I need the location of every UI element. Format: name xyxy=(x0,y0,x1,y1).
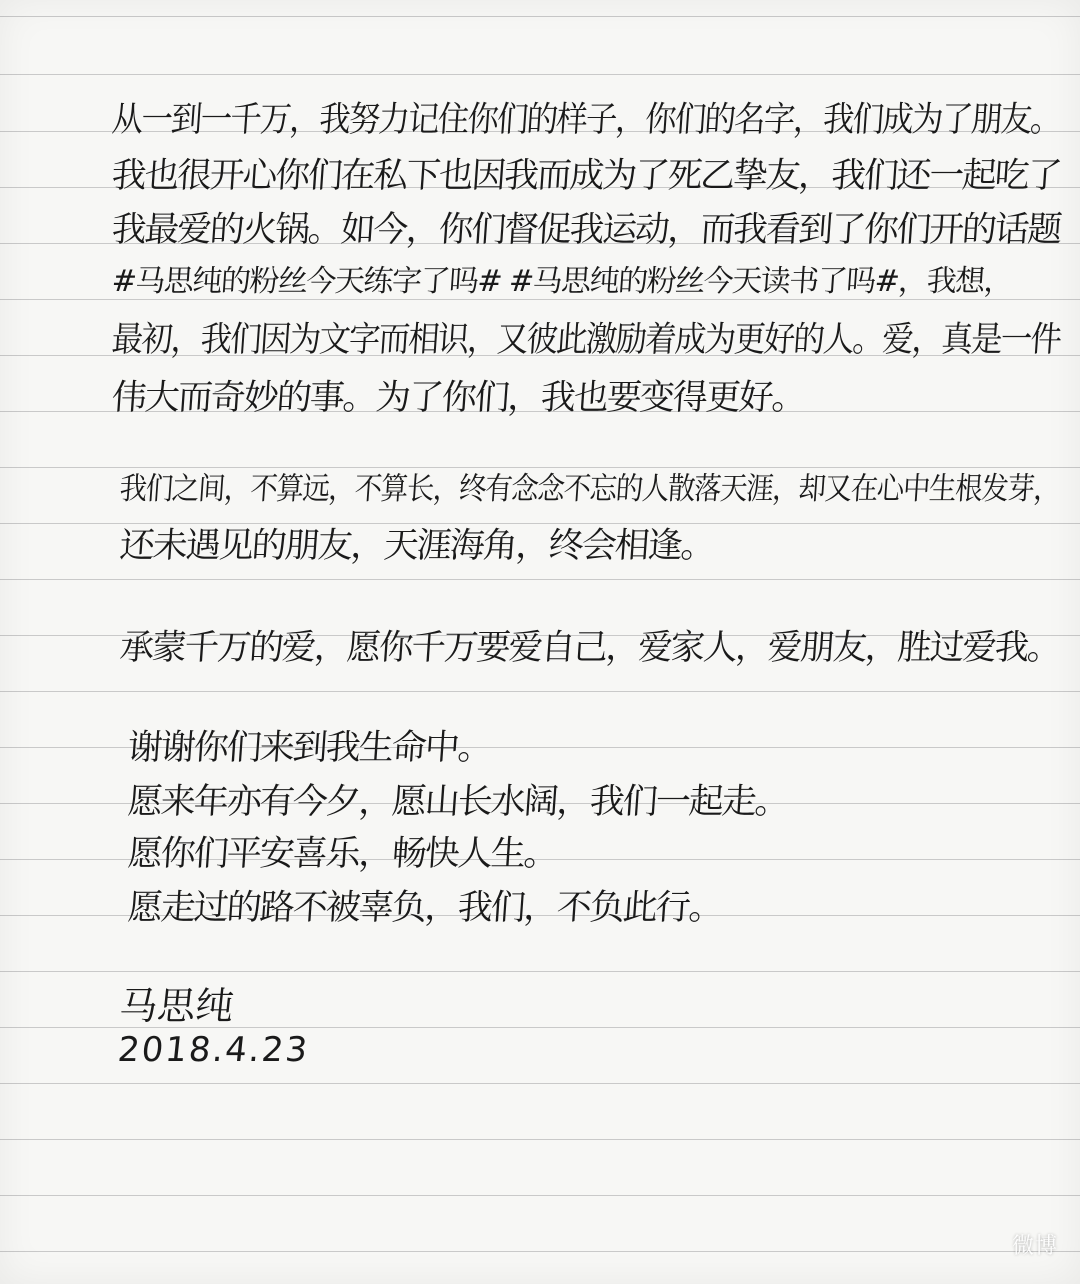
ruled-line xyxy=(0,579,1080,580)
ruled-line xyxy=(0,74,1080,75)
handwritten-line: 我也很开心你们在私下也因我而成为了死乙挚友，我们还一起吃了 xyxy=(110,156,1062,196)
handwritten-line: 谢谢你们来到我生命中。 xyxy=(126,728,493,768)
handwritten-line: 还未遇见的朋友，天涯海角，终会相逢。 xyxy=(118,526,716,566)
handwritten-line: 伟大而奇妙的事。为了你们，我也要变得更好。 xyxy=(110,378,807,418)
handwritten-line: 愿你们平安喜乐，畅快人生。 xyxy=(126,834,559,874)
handwritten-line: 最初，我们因为文字而相识，又彼此激励着成为更好的人。爱，真是一件 xyxy=(110,320,1062,360)
ruled-line xyxy=(0,1195,1080,1196)
handwritten-line: 愿走过的路不被辜负，我们，不负此行。 xyxy=(126,888,724,928)
ruled-line xyxy=(0,1251,1080,1252)
ruled-line xyxy=(0,16,1080,17)
ruled-line xyxy=(0,971,1080,972)
handwritten-line: 我最爱的火锅。如今，你们督促我运动，而我看到了你们开的话题 xyxy=(110,210,1062,250)
handwritten-line: 我们之间，不算远，不算长，终有念念不忘的人散落天涯，却又在心中生根发芽， xyxy=(118,471,1061,507)
ruled-line xyxy=(0,1139,1080,1140)
handwritten-line: 从一到一千万，我努力记住你们的样子，你们的名字，我们成为了朋友。 xyxy=(110,100,1062,140)
ruled-line xyxy=(0,1083,1080,1084)
ruled-line xyxy=(0,691,1080,692)
watermark: 微博 xyxy=(1011,1234,1058,1259)
date: 2018.4.23 xyxy=(115,1030,312,1070)
signature: 马思纯 xyxy=(117,984,236,1028)
handwritten-line: 承蒙千万的爱，愿你千万要爱自己，爱家人，爱朋友，胜过爱我。 xyxy=(118,628,1061,668)
handwritten-line: 愿来年亦有今夕，愿山长水阔，我们一起走。 xyxy=(126,782,790,822)
handwritten-line: #马思纯的粉丝今天练字了吗# #马思纯的粉丝今天读书了吗#，我想， xyxy=(110,264,1014,299)
